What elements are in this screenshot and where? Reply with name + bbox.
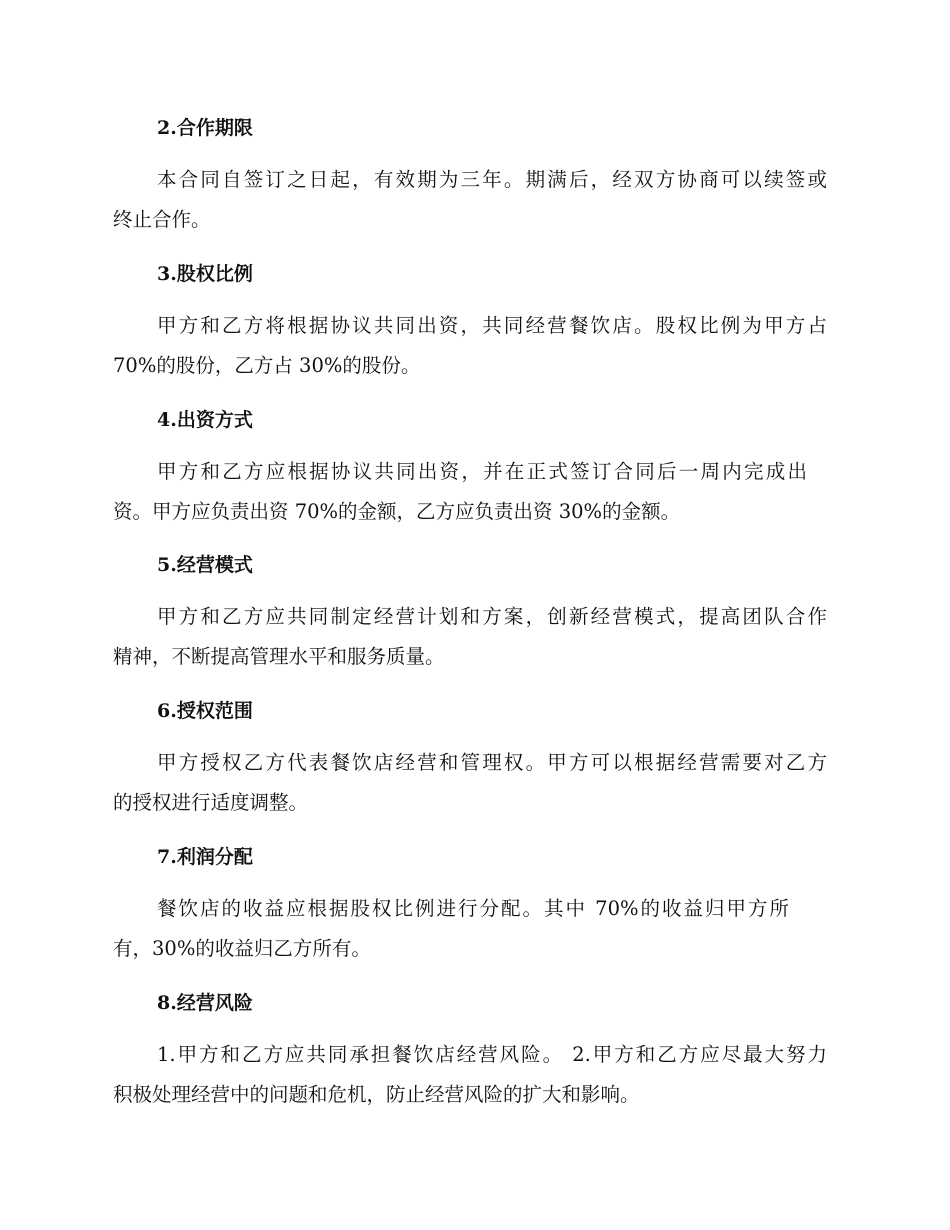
section-heading-risk: 8.经营风险 <box>157 992 253 1014</box>
section-profit-line-1: 餐饮店的收益应根据股权比例进行分配。其中 70%的收益归甲方所 <box>157 897 789 920</box>
section-operation-line-2: 精神，不断提高管理水平和服务质量。 <box>113 645 445 668</box>
section-equity-line-2: 70%的股份，乙方占 30%的股份。 <box>113 354 421 377</box>
section-operation-line-1: 甲方和乙方应共同制定经营计划和方案，创新经营模式，提高团队合作 <box>157 605 827 628</box>
section-investment-line-2: 资。甲方应负责出资 70%的金额，乙方应负责出资 30%的金额。 <box>113 500 681 523</box>
section-risk-line-2: 积极处理经营中的问题和危机，防止经营风险的扩大和影响。 <box>113 1083 640 1106</box>
section-heading-investment: 4.出资方式 <box>157 409 253 431</box>
section-term-line-1: 本合同自签订之日起，有效期为三年。期满后，经双方协商可以续签或 <box>157 168 827 191</box>
section-heading-profit: 7.利润分配 <box>157 846 253 868</box>
section-authorization-line-1: 甲方授权乙方代表餐饮店经营和管理权。甲方可以根据经营需要对乙方 <box>157 751 827 774</box>
section-heading-operation-mode: 5.经营模式 <box>157 554 253 576</box>
section-profit-line-2: 有，30%的收益归乙方所有。 <box>113 937 371 960</box>
section-heading-authorization: 6.授权范围 <box>157 700 253 722</box>
section-heading-equity: 3.股权比例 <box>157 263 253 285</box>
section-equity-line-1: 甲方和乙方将根据协议共同出资，共同经营餐饮店。股权比例为甲方占 <box>157 314 827 337</box>
section-investment-line-1: 甲方和乙方应根据协议共同出资，并在正式签订合同后一周内完成出 <box>157 460 807 483</box>
section-authorization-line-2: 的授权进行适度调整。 <box>113 791 309 814</box>
section-heading-term: 2.合作期限 <box>157 117 253 139</box>
section-risk-line-1: 1.甲方和乙方应共同承担餐饮店经营风险。 2.甲方和乙方应尽最大努力 <box>157 1043 827 1066</box>
section-term-line-2: 终止合作。 <box>113 208 211 231</box>
